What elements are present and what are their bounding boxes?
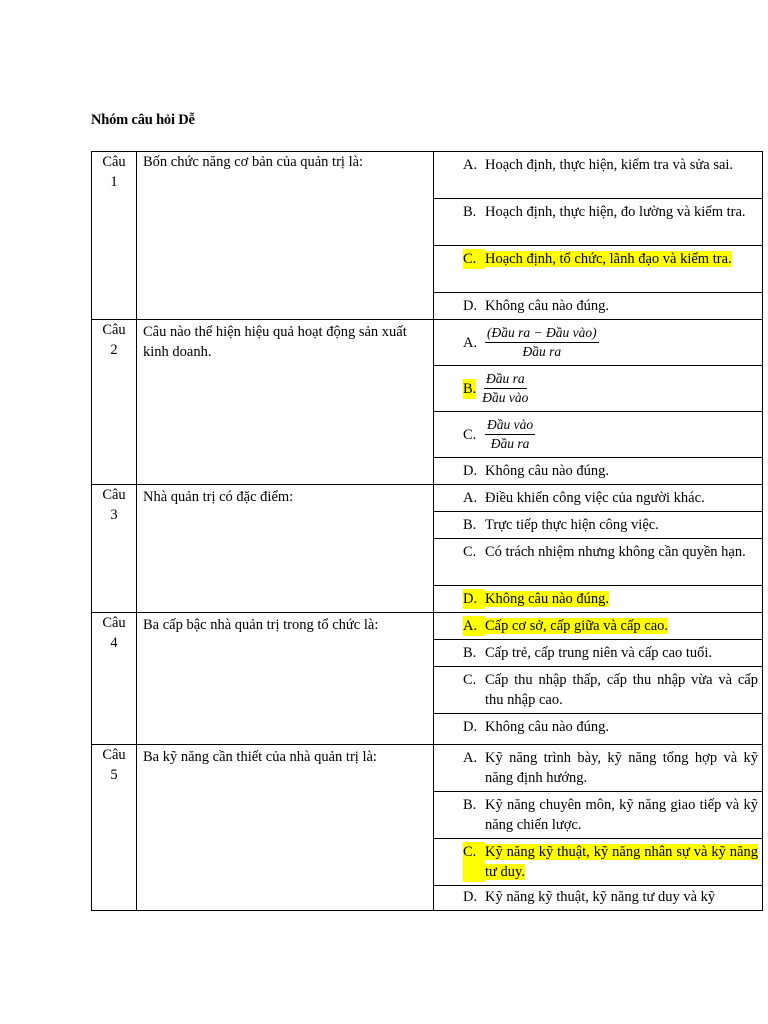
answer-option[interactable]: B. Kỹ năng chuyên môn, kỹ năng giao tiếp và kỹ năng chiến lược. <box>434 792 763 839</box>
fraction-formula: $\frac{\text{Đầu ra}}{\text{Đầu vào}}$ <box>482 371 529 405</box>
fraction-formula: $\frac{\text{(Đầu ra − Đầu vào)}}{\text{Đầu ra}}$ <box>487 325 597 359</box>
answer-option-correct[interactable]: C. Kỹ năng kỹ thuật, kỹ năng nhân sự và kỹ năng tư duy. <box>434 839 763 886</box>
answer-option[interactable]: C. Có trách nhiệm nhưng không cần quyền hạn. <box>434 539 763 586</box>
answer-option[interactable]: A. Hoạch định, thực hiện, kiểm tra và sửa sai. <box>434 152 763 199</box>
question-row-1 <box>92 152 763 199</box>
answer-option[interactable]: B. Hoạch định, thực hiện, đo lường và kiểm tra. <box>434 199 763 246</box>
question-table <box>91 151 763 911</box>
answer-option[interactable]: B. Cấp trẻ, cấp trung niên và cấp cao tuổi. <box>434 640 763 667</box>
question-text-3: Nhà quản trị có đặc điểm: <box>137 485 434 613</box>
question-row-5 <box>92 745 763 792</box>
question-row-4 <box>92 613 763 640</box>
question-number-3: Câu 3 <box>92 485 137 613</box>
fraction-formula: $\frac{\text{Đầu vào}}{\text{Đầu ra}}$ <box>487 417 534 451</box>
answer-option-correct[interactable]: D. Không câu nào đúng. <box>434 586 763 613</box>
question-row-3 <box>92 485 763 512</box>
answer-option[interactable]: D. Không câu nào đúng. <box>434 714 763 745</box>
answer-option[interactable]: D. Không câu nào đúng. <box>434 458 763 485</box>
question-text-2: Câu nào thể hiện hiệu quả hoạt động sản xuất kinh doanh. <box>137 320 434 485</box>
answer-option[interactable]: A. $\frac{\text{(Đầu ra − Đầu vào)}}{\text{Đầu ra}}$ <box>434 320 763 366</box>
answer-option[interactable]: A. Điều khiển công việc của người khác. <box>434 485 763 512</box>
answer-option[interactable]: C. Cấp thu nhập thấp, cấp thu nhập vừa và cấp thu nhập cao. <box>434 667 763 714</box>
question-text-1: Bốn chức năng cơ bản của quản trị là: <box>137 152 434 320</box>
answer-option-correct[interactable]: A. Cấp cơ sở, cấp giữa và cấp cao. <box>434 613 763 640</box>
question-number-5: Câu 5 <box>92 745 137 911</box>
question-number-1: Câu 1 <box>92 152 137 320</box>
answer-option-correct[interactable]: B. $\frac{\text{Đầu ra}}{\text{Đầu vào}}$ <box>434 366 763 412</box>
section-heading: Nhóm câu hỏi Dễ <box>91 112 195 128</box>
question-number-2: Câu 2 <box>92 320 137 485</box>
question-number-4: Câu 4 <box>92 613 137 745</box>
question-text-5: Ba kỹ năng cần thiết của nhà quản trị là: <box>137 745 434 911</box>
answer-option[interactable]: D. Kỹ năng kỹ thuật, kỹ năng tư duy và kỹ <box>434 886 763 911</box>
answer-option[interactable]: A. Kỹ năng trình bày, kỹ năng tổng hợp và kỹ năng định hướng. <box>434 745 763 792</box>
question-text-4: Ba cấp bậc nhà quản trị trong tổ chức là: <box>137 613 434 745</box>
answer-option[interactable]: C. $\frac{\text{Đầu vào}}{\text{Đầu ra}}$ <box>434 412 763 458</box>
answer-option[interactable]: D. Không câu nào đúng. <box>434 293 763 320</box>
answer-option-correct[interactable]: C. Hoạch định, tổ chức, lãnh đạo và kiểm tra. <box>434 246 763 293</box>
question-row-2 <box>92 320 763 366</box>
answer-option[interactable]: B. Trực tiếp thực hiện công việc. <box>434 512 763 539</box>
